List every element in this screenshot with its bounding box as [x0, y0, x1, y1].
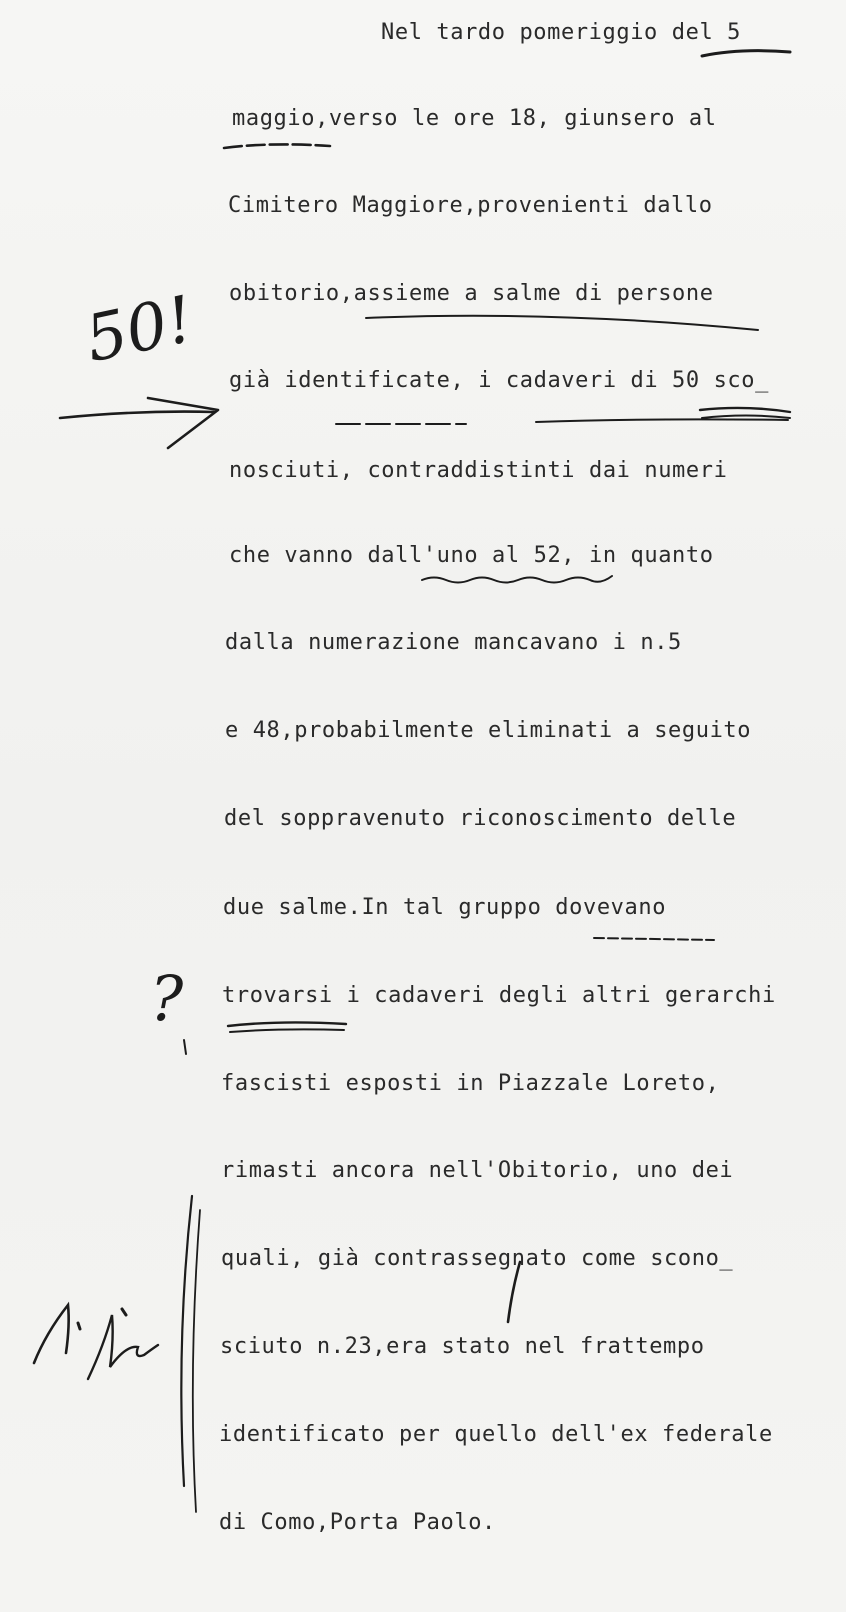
text-line: Nel tardo pomeriggio del 5	[381, 20, 741, 45]
text-line: maggio,verso le ore 18, giunsero al	[232, 106, 717, 131]
text-line: di Como,Porta Paolo.	[219, 1510, 496, 1535]
text-line: dalla numerazione mancavano i n.5	[225, 630, 682, 655]
text-line: due salme.In tal gruppo dovevano	[223, 895, 667, 920]
text-line: quali, già contrassegnato come scono_	[221, 1246, 734, 1271]
text-line: che vanno dall'uno al 52, in quanto	[229, 543, 714, 568]
text-line: identificato per quello dell'ex federale	[219, 1422, 773, 1447]
margin-note-question: ?	[150, 962, 184, 1035]
text-line: trovarsi i cadaveri degli altri gerarchi	[222, 983, 776, 1008]
text-line: e 48,probabilmente eliminati a seguito	[225, 718, 752, 743]
text-line: del soppravenuto riconoscimento delle	[224, 806, 737, 831]
text-line: rimasti ancora nell'Obitorio, uno dei	[221, 1158, 734, 1183]
text-line: già identificate, i cadaveri di 50 sco_	[229, 368, 769, 393]
handwritten-signature	[28, 1275, 168, 1395]
text-line: Cimitero Maggiore,provenienti dallo	[228, 193, 713, 218]
text-line: nosciuti, contraddistinti dai numeri	[229, 458, 728, 483]
margin-note-50: 50!	[79, 282, 200, 378]
text-line: sciuto n.23,era stato nel frattempo	[220, 1334, 705, 1359]
text-line: fascisti esposti in Piazzale Loreto,	[221, 1071, 720, 1096]
text-line: obitorio,assieme a salme di persone	[229, 281, 714, 306]
